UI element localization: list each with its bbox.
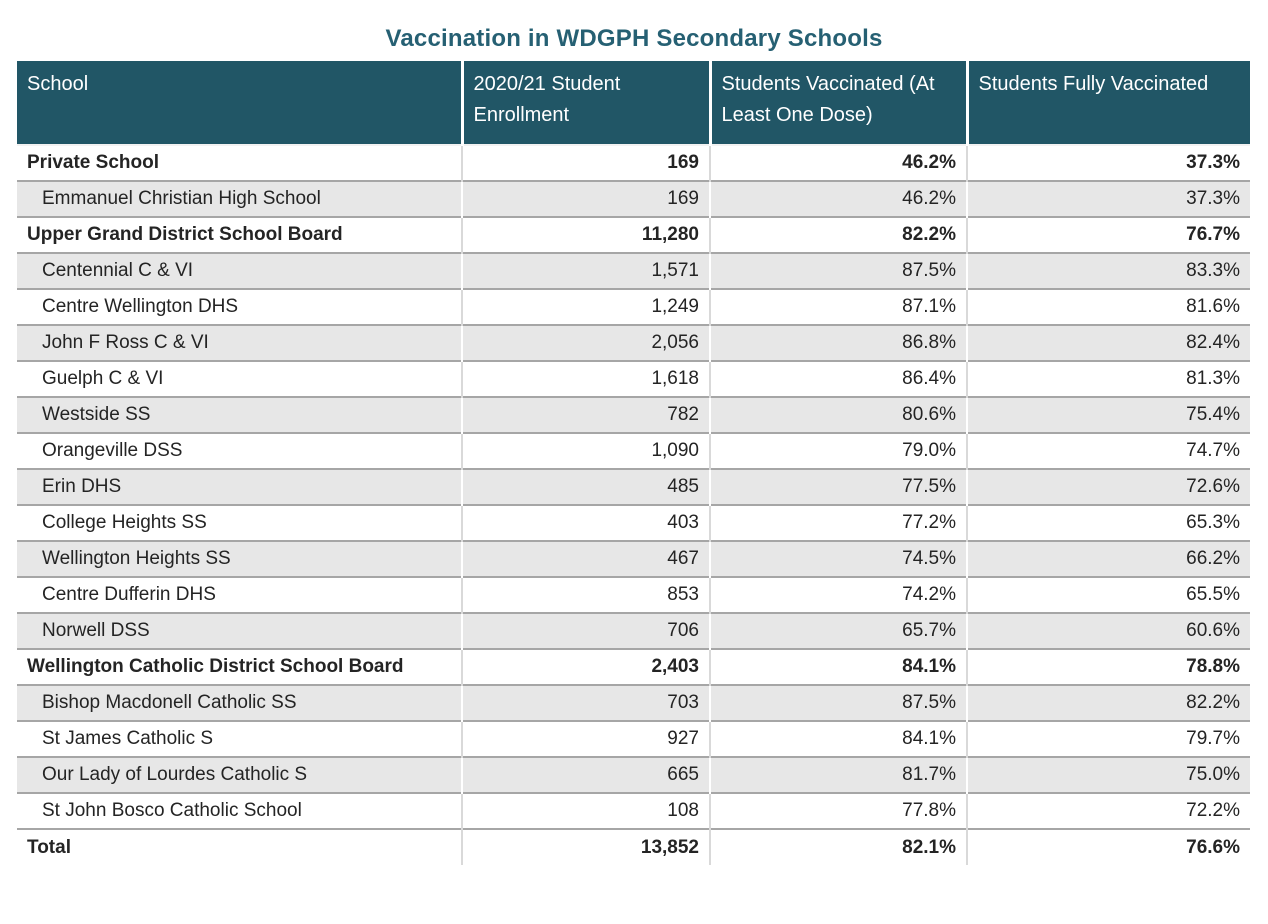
fully-vaccinated-cell: 81.3% xyxy=(967,361,1250,397)
column-header-fully-vaccinated: Students Fully Vaccinated xyxy=(967,61,1250,145)
school-cell: Emmanuel Christian High School xyxy=(17,181,462,217)
column-header-school: School xyxy=(17,61,462,145)
enrollment-cell: 2,403 xyxy=(462,649,710,685)
vaccinated-one-dose-cell: 46.2% xyxy=(710,181,967,217)
enrollment-cell: 169 xyxy=(462,145,710,181)
school-cell: Centennial C & VI xyxy=(17,253,462,289)
school-cell: Westside SS xyxy=(17,397,462,433)
header-row xyxy=(17,61,1250,145)
fully-vaccinated-cell: 37.3% xyxy=(967,181,1250,217)
enrollment-cell: 1,618 xyxy=(462,361,710,397)
table-row xyxy=(17,793,1250,829)
vaccinated-one-dose-cell: 87.5% xyxy=(710,685,967,721)
school-cell: Wellington Heights SS xyxy=(17,541,462,577)
school-cell: Guelph C & VI xyxy=(17,361,462,397)
table-row xyxy=(17,217,1250,253)
vaccinated-one-dose-cell: 86.4% xyxy=(710,361,967,397)
table-row xyxy=(17,829,1250,865)
fully-vaccinated-cell: 75.4% xyxy=(967,397,1250,433)
enrollment-cell: 2,056 xyxy=(462,325,710,361)
school-cell: St James Catholic S xyxy=(17,721,462,757)
vaccinated-one-dose-cell: 46.2% xyxy=(710,145,967,181)
enrollment-cell: 853 xyxy=(462,577,710,613)
school-cell: Total xyxy=(17,829,462,865)
enrollment-cell: 927 xyxy=(462,721,710,757)
vaccinated-one-dose-cell: 84.1% xyxy=(710,721,967,757)
enrollment-cell: 706 xyxy=(462,613,710,649)
vaccinated-one-dose-cell: 80.6% xyxy=(710,397,967,433)
fully-vaccinated-cell: 78.8% xyxy=(967,649,1250,685)
vaccinated-one-dose-cell: 79.0% xyxy=(710,433,967,469)
column-header-vaccinated-one-dose: Students Vaccinated (At Least One Dose) xyxy=(710,61,967,145)
fully-vaccinated-cell: 76.7% xyxy=(967,217,1250,253)
school-cell: College Heights SS xyxy=(17,505,462,541)
vaccination-table xyxy=(17,61,1250,865)
enrollment-cell: 169 xyxy=(462,181,710,217)
table-row xyxy=(17,541,1250,577)
vaccinated-one-dose-cell: 84.1% xyxy=(710,649,967,685)
fully-vaccinated-cell: 74.7% xyxy=(967,433,1250,469)
vaccinated-one-dose-cell: 87.1% xyxy=(710,289,967,325)
fully-vaccinated-cell: 81.6% xyxy=(967,289,1250,325)
school-cell: Upper Grand District School Board xyxy=(17,217,462,253)
fully-vaccinated-cell: 65.5% xyxy=(967,577,1250,613)
table-row xyxy=(17,361,1250,397)
column-header-enrollment: 2020/21 Student Enrollment xyxy=(462,61,710,145)
fully-vaccinated-cell: 66.2% xyxy=(967,541,1250,577)
table-row xyxy=(17,685,1250,721)
fully-vaccinated-cell: 83.3% xyxy=(967,253,1250,289)
vaccinated-one-dose-cell: 74.2% xyxy=(710,577,967,613)
vaccinated-one-dose-cell: 77.5% xyxy=(710,469,967,505)
vaccinated-one-dose-cell: 82.2% xyxy=(710,217,967,253)
enrollment-cell: 13,852 xyxy=(462,829,710,865)
table-header xyxy=(17,61,1250,145)
fully-vaccinated-cell: 76.6% xyxy=(967,829,1250,865)
enrollment-cell: 1,249 xyxy=(462,289,710,325)
table-row xyxy=(17,469,1250,505)
fully-vaccinated-cell: 37.3% xyxy=(967,145,1250,181)
fully-vaccinated-cell: 60.6% xyxy=(967,613,1250,649)
table-row xyxy=(17,253,1250,289)
school-cell: Private School xyxy=(17,145,462,181)
fully-vaccinated-cell: 72.6% xyxy=(967,469,1250,505)
vaccinated-one-dose-cell: 87.5% xyxy=(710,253,967,289)
vaccinated-one-dose-cell: 77.8% xyxy=(710,793,967,829)
enrollment-cell: 403 xyxy=(462,505,710,541)
vaccinated-one-dose-cell: 74.5% xyxy=(710,541,967,577)
table-row xyxy=(17,397,1250,433)
table-row xyxy=(17,757,1250,793)
enrollment-cell: 467 xyxy=(462,541,710,577)
enrollment-cell: 11,280 xyxy=(462,217,710,253)
table-row xyxy=(17,613,1250,649)
fully-vaccinated-cell: 75.0% xyxy=(967,757,1250,793)
enrollment-cell: 485 xyxy=(462,469,710,505)
table-row xyxy=(17,505,1250,541)
vaccinated-one-dose-cell: 86.8% xyxy=(710,325,967,361)
table-row xyxy=(17,325,1250,361)
enrollment-cell: 1,090 xyxy=(462,433,710,469)
school-cell: Norwell DSS xyxy=(17,613,462,649)
table-row xyxy=(17,721,1250,757)
school-cell: Erin DHS xyxy=(17,469,462,505)
table-row xyxy=(17,577,1250,613)
school-cell: St John Bosco Catholic School xyxy=(17,793,462,829)
table-row xyxy=(17,181,1250,217)
school-cell: Centre Wellington DHS xyxy=(17,289,462,325)
table-row xyxy=(17,289,1250,325)
fully-vaccinated-cell: 79.7% xyxy=(967,721,1250,757)
fully-vaccinated-cell: 65.3% xyxy=(967,505,1250,541)
school-cell: Wellington Catholic District School Board xyxy=(17,649,462,685)
enrollment-cell: 703 xyxy=(462,685,710,721)
vaccinated-one-dose-cell: 82.1% xyxy=(710,829,967,865)
school-cell: Our Lady of Lourdes Catholic S xyxy=(17,757,462,793)
vaccinated-one-dose-cell: 81.7% xyxy=(710,757,967,793)
school-cell: John F Ross C & VI xyxy=(17,325,462,361)
vaccinated-one-dose-cell: 65.7% xyxy=(710,613,967,649)
enrollment-cell: 665 xyxy=(462,757,710,793)
fully-vaccinated-cell: 82.2% xyxy=(967,685,1250,721)
table-body xyxy=(17,145,1250,865)
table-row xyxy=(17,649,1250,685)
enrollment-cell: 1,571 xyxy=(462,253,710,289)
table-row xyxy=(17,145,1250,181)
vaccinated-one-dose-cell: 77.2% xyxy=(710,505,967,541)
fully-vaccinated-cell: 72.2% xyxy=(967,793,1250,829)
chart-title: Vaccination in WDGPH Secondary Schools xyxy=(385,25,883,52)
school-cell: Centre Dufferin DHS xyxy=(17,577,462,613)
enrollment-cell: 782 xyxy=(462,397,710,433)
fully-vaccinated-cell: 82.4% xyxy=(967,325,1250,361)
school-cell: Bishop Macdonell Catholic SS xyxy=(17,685,462,721)
table-row xyxy=(17,433,1250,469)
school-cell: Orangeville DSS xyxy=(17,433,462,469)
enrollment-cell: 108 xyxy=(462,793,710,829)
